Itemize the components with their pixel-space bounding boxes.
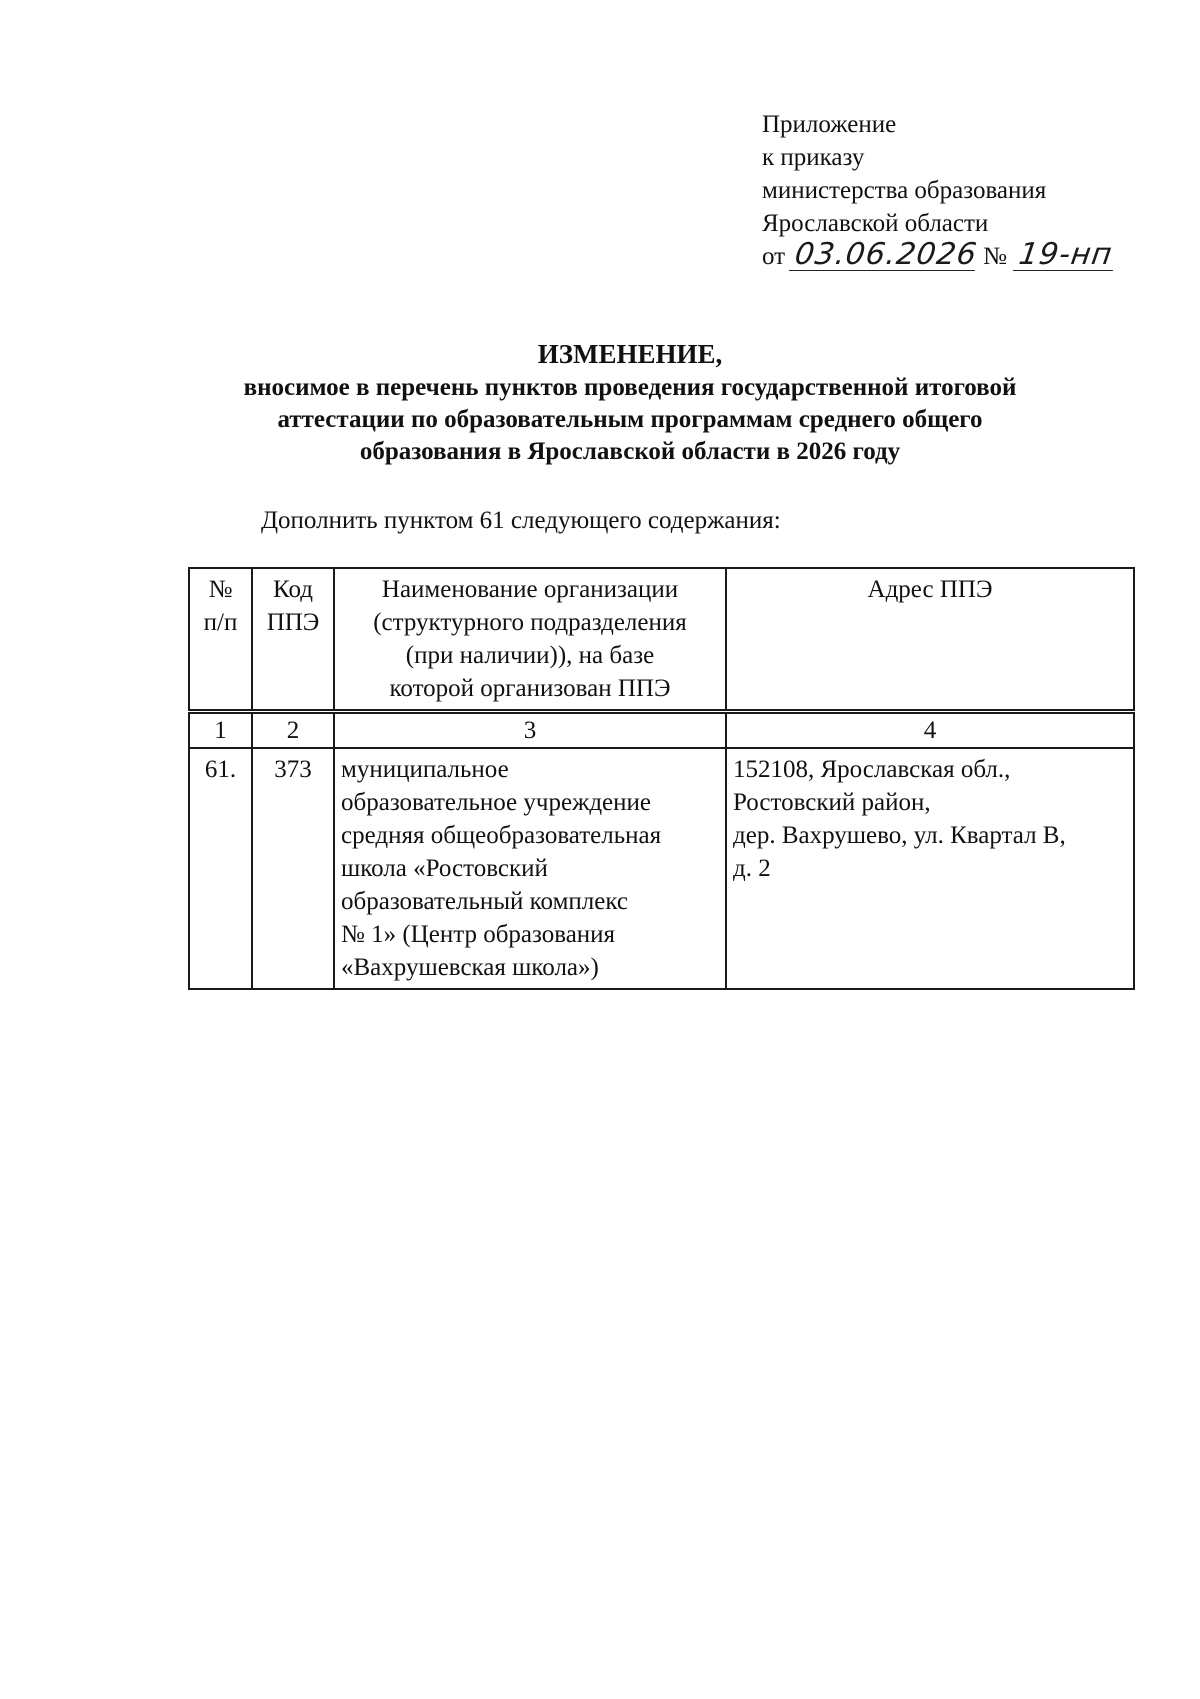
column-number: 4 bbox=[726, 712, 1134, 749]
number-sign: № bbox=[983, 243, 1007, 270]
organization-line: муниципальное bbox=[341, 756, 509, 783]
header-text: № bbox=[208, 576, 233, 603]
instruction-text: Дополнить пунктом 61 следующего содержания: bbox=[261, 507, 781, 534]
organization-line: образовательное учреждение bbox=[341, 789, 652, 816]
organization-line: средняя общеобразовательная bbox=[341, 822, 662, 849]
table-row bbox=[189, 748, 1134, 989]
address-line: дер. Вахрушево, ул. Квартал В, bbox=[733, 822, 1066, 849]
header-address bbox=[726, 568, 1134, 712]
appendix-block bbox=[762, 108, 1162, 273]
header-text: которой организован ППЭ bbox=[389, 675, 671, 702]
title-line: вносимое в перечень пунктов проведения государственной итоговой bbox=[243, 374, 1017, 401]
appendix-line: Приложение bbox=[762, 111, 897, 138]
appendix-line: к приказу bbox=[762, 144, 865, 171]
header-text: Код bbox=[273, 576, 313, 603]
title-main: ИЗМЕНЕНИЕ, bbox=[537, 339, 723, 369]
organization-line: «Вахрушевская школа») bbox=[341, 954, 599, 981]
handwritten-order-date: 03.06.2026 bbox=[789, 240, 979, 271]
header-code bbox=[252, 568, 334, 712]
header-text: п/п bbox=[203, 609, 238, 636]
ppe-table bbox=[188, 567, 1135, 990]
handwritten-order-number: 19-нп bbox=[1013, 240, 1117, 271]
organization-line: школа «Ростовский bbox=[341, 855, 548, 882]
organization-line: № 1» (Центр образования bbox=[341, 921, 616, 948]
address-line: д. 2 bbox=[733, 855, 771, 882]
table-column-numbers-row bbox=[189, 712, 1134, 749]
order-prefix: от bbox=[762, 243, 786, 270]
organization-line: образовательный комплекс bbox=[341, 888, 628, 915]
column-number: 1 bbox=[189, 712, 252, 749]
order-reference bbox=[762, 237, 1162, 273]
header-text: (при наличии)), на базе bbox=[405, 642, 655, 669]
address-line: Ростовский район, bbox=[733, 789, 931, 816]
header-organization bbox=[334, 568, 726, 712]
title-line: аттестации по образовательным программам среднего общего bbox=[277, 406, 983, 433]
row-address bbox=[726, 748, 1134, 989]
address-line: 152108, Ярославская обл., bbox=[733, 756, 1011, 783]
header-text: Наименование организации bbox=[381, 576, 679, 603]
header-text: (структурного подразделения bbox=[373, 609, 687, 636]
appendix-line: министерства образования bbox=[762, 177, 1047, 204]
row-number: 61. bbox=[189, 748, 252, 989]
appendix-line: Ярославской области bbox=[762, 210, 989, 237]
header-text: Адрес ППЭ bbox=[867, 576, 993, 603]
document-title bbox=[150, 338, 1110, 468]
title-line: образования в Ярославской области в 2026 году bbox=[359, 438, 901, 465]
header-number bbox=[189, 568, 252, 712]
row-organization bbox=[334, 748, 726, 989]
column-number: 2 bbox=[252, 712, 334, 749]
header-text: ППЭ bbox=[266, 609, 320, 636]
table-header-row bbox=[189, 568, 1134, 712]
row-code: 373 bbox=[252, 748, 334, 989]
column-number: 3 bbox=[334, 712, 726, 749]
